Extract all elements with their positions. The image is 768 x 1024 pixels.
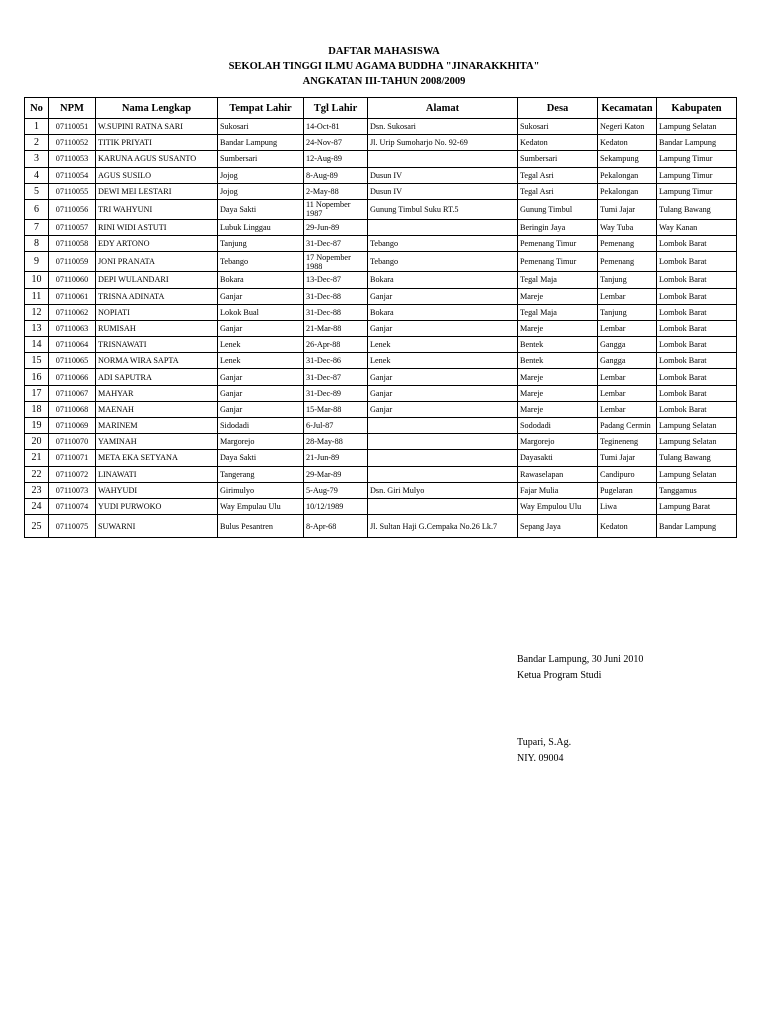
row-no-cell: 23 <box>25 482 49 498</box>
table-row <box>25 466 737 482</box>
nama-lengkap-cell: TRI WAHYUNI <box>96 199 218 219</box>
kecamatan-cell: Lembar <box>598 320 657 336</box>
kecamatan-cell: Pekalongan <box>598 167 657 183</box>
row-no-cell: 16 <box>25 369 49 385</box>
alamat-cell: Jl. Sultan Haji G.Cempaka No.26 Lk.7 <box>368 515 518 538</box>
tempat-lahir-cell: Ganjar <box>218 401 304 417</box>
kecamatan-cell: Pemenang <box>598 252 657 272</box>
kabupaten-cell: Lombok Barat <box>657 337 737 353</box>
table-row <box>25 219 737 235</box>
tempat-lahir-cell: Ganjar <box>218 288 304 304</box>
kecamatan-cell: Tegineneng <box>598 434 657 450</box>
alamat-cell: Ganjar <box>368 401 518 417</box>
nama-lengkap-cell: TRISNAWATI <box>96 337 218 353</box>
alamat-cell: Lenek <box>368 353 518 369</box>
tempat-lahir-cell: Lenek <box>218 353 304 369</box>
tempat-lahir-cell: Daya Sakti <box>218 450 304 466</box>
col-alamat-header: Alamat <box>368 98 518 119</box>
nama-lengkap-cell: NOPIATI <box>96 304 218 320</box>
npm-cell: 07110068 <box>49 401 96 417</box>
kecamatan-cell: Tumi Jajar <box>598 199 657 219</box>
tgl-lahir-cell: 21-Jun-89 <box>304 450 368 466</box>
alamat-cell <box>368 466 518 482</box>
table-row <box>25 353 737 369</box>
tgl-lahir-cell: 10/12/1989 <box>304 498 368 514</box>
tgl-lahir-cell: 8-Apr-68 <box>304 515 368 538</box>
kecamatan-cell: Padang Cermin <box>598 418 657 434</box>
table-row <box>25 167 737 183</box>
kabupaten-cell: Lombok Barat <box>657 288 737 304</box>
npm-cell: 07110070 <box>49 434 96 450</box>
desa-cell: Margorejo <box>518 434 598 450</box>
tempat-lahir-cell: Ganjar <box>218 369 304 385</box>
row-no-cell: 21 <box>25 450 49 466</box>
tempat-lahir-cell: Daya Sakti <box>218 199 304 219</box>
signature-name-block <box>517 735 571 767</box>
npm-cell: 07110059 <box>49 252 96 272</box>
npm-cell: 07110054 <box>49 167 96 183</box>
kecamatan-cell: Candipuro <box>598 466 657 482</box>
table-row <box>25 401 737 417</box>
desa-cell: Mareje <box>518 320 598 336</box>
institution-name: SEKOLAH TINGGI ILMU AGAMA BUDDHA "JINARAKKHITA" <box>228 61 540 72</box>
kabupaten-cell: Lombok Barat <box>657 353 737 369</box>
tempat-lahir-cell: Lubuk Linggau <box>218 219 304 235</box>
row-no-cell: 18 <box>25 401 49 417</box>
nama-lengkap-cell: W.SUPINI RATNA SARI <box>96 119 218 135</box>
row-no-cell: 4 <box>25 167 49 183</box>
kecamatan-cell: Tanjung <box>598 272 657 288</box>
row-no-cell: 8 <box>25 236 49 252</box>
tgl-lahir-cell: 31-Dec-88 <box>304 304 368 320</box>
kecamatan-cell: Pugelaran <box>598 482 657 498</box>
table-row <box>25 498 737 514</box>
tgl-lahir-cell: 31-Dec-87 <box>304 369 368 385</box>
desa-cell: Gunung Timbul <box>518 199 598 219</box>
kabupaten-cell: Lampung Selatan <box>657 434 737 450</box>
table-row <box>25 418 737 434</box>
desa-cell: Way Empulou Ulu <box>518 498 598 514</box>
signature-role: Ketua Program Studi <box>517 670 602 681</box>
kabupaten-cell: Lampung Selatan <box>657 466 737 482</box>
table-row <box>25 385 737 401</box>
table-row <box>25 252 737 272</box>
npm-cell: 07110061 <box>49 288 96 304</box>
kecamatan-cell: Lembar <box>598 288 657 304</box>
table-body <box>25 119 737 538</box>
row-no-cell: 9 <box>25 252 49 272</box>
kecamatan-cell: Way Tuba <box>598 219 657 235</box>
document-header <box>0 44 768 89</box>
row-no-cell: 12 <box>25 304 49 320</box>
desa-cell: Mareje <box>518 401 598 417</box>
kecamatan-cell: Tanjung <box>598 304 657 320</box>
signature-block <box>517 652 643 684</box>
col-tgl-lahir-header: Tgl Lahir <box>304 98 368 119</box>
desa-cell: Mareje <box>518 288 598 304</box>
tgl-lahir-cell: 28-May-88 <box>304 434 368 450</box>
row-no-cell: 25 <box>25 515 49 538</box>
row-no-cell: 11 <box>25 288 49 304</box>
alamat-cell: Gunung Timbul Suku RT.5 <box>368 199 518 219</box>
row-no-cell: 2 <box>25 135 49 151</box>
alamat-cell <box>368 498 518 514</box>
alamat-cell: Dusun IV <box>368 183 518 199</box>
desa-cell: Sukosari <box>518 119 598 135</box>
tgl-lahir-cell: 29-Jun-89 <box>304 219 368 235</box>
tempat-lahir-cell: Bulus Pesantren <box>218 515 304 538</box>
tempat-lahir-cell: Sumbersari <box>218 151 304 167</box>
kabupaten-cell: Way Kanan <box>657 219 737 235</box>
nama-lengkap-cell: DEWI MEI LESTARI <box>96 183 218 199</box>
nama-lengkap-cell: SUWARNI <box>96 515 218 538</box>
kabupaten-cell: Lampung Selatan <box>657 119 737 135</box>
tgl-lahir-cell: 31-Dec-86 <box>304 353 368 369</box>
tempat-lahir-cell: Margorejo <box>218 434 304 450</box>
nama-lengkap-cell: DEPI WULANDARI <box>96 272 218 288</box>
kabupaten-cell: Bandar Lampung <box>657 515 737 538</box>
tempat-lahir-cell: Sidodadi <box>218 418 304 434</box>
student-table <box>24 97 737 538</box>
tgl-lahir-cell: 11 Nopember 1987 <box>304 199 368 219</box>
alamat-cell: Dsn. Sukosari <box>368 119 518 135</box>
nama-lengkap-cell: RUMISAH <box>96 320 218 336</box>
kabupaten-cell: Lombok Barat <box>657 369 737 385</box>
row-no-cell: 1 <box>25 119 49 135</box>
alamat-cell: Jl. Urip Sumoharjo No. 92-69 <box>368 135 518 151</box>
npm-cell: 07110062 <box>49 304 96 320</box>
tempat-lahir-cell: Bandar Lampung <box>218 135 304 151</box>
kabupaten-cell: Lombok Barat <box>657 320 737 336</box>
table-row <box>25 369 737 385</box>
row-no-cell: 24 <box>25 498 49 514</box>
row-no-cell: 10 <box>25 272 49 288</box>
npm-cell: 07110074 <box>49 498 96 514</box>
tempat-lahir-cell: Ganjar <box>218 320 304 336</box>
col-nama-lengkap-header: Nama Lengkap <box>96 98 218 119</box>
tgl-lahir-cell: 31-Dec-88 <box>304 288 368 304</box>
desa-cell: Sumbersari <box>518 151 598 167</box>
alamat-cell: Ganjar <box>368 385 518 401</box>
nama-lengkap-cell: ADI SAPUTRA <box>96 369 218 385</box>
table-row <box>25 199 737 219</box>
alamat-cell <box>368 151 518 167</box>
nama-lengkap-cell: RINI WIDI ASTUTI <box>96 219 218 235</box>
kabupaten-cell: Lombok Barat <box>657 272 737 288</box>
npm-cell: 07110072 <box>49 466 96 482</box>
table-row <box>25 236 737 252</box>
nama-lengkap-cell: JONI PRANATA <box>96 252 218 272</box>
npm-cell: 07110053 <box>49 151 96 167</box>
cohort-subtitle: ANGKATAN III-TAHUN 2008/2009 <box>302 76 466 87</box>
table-row <box>25 288 737 304</box>
table-row <box>25 272 737 288</box>
tempat-lahir-cell: Tanjung <box>218 236 304 252</box>
table-row <box>25 337 737 353</box>
table-header-row <box>25 98 737 119</box>
npm-cell: 07110055 <box>49 183 96 199</box>
tempat-lahir-cell: Tebango <box>218 252 304 272</box>
kabupaten-cell: Lombok Barat <box>657 401 737 417</box>
desa-cell: Tegal Maja <box>518 304 598 320</box>
npm-cell: 07110073 <box>49 482 96 498</box>
col-tempat-lahir-header: Tempat Lahir <box>218 98 304 119</box>
table-row <box>25 434 737 450</box>
kecamatan-cell: Gangga <box>598 353 657 369</box>
npm-cell: 07110060 <box>49 272 96 288</box>
row-no-cell: 7 <box>25 219 49 235</box>
signature-place-date: Bandar Lampung, 30 Juni 2010 <box>517 654 644 665</box>
npm-cell: 07110065 <box>49 353 96 369</box>
kabupaten-cell: Lombok Barat <box>657 304 737 320</box>
kabupaten-cell: Lampung Timur <box>657 167 737 183</box>
alamat-cell: Ganjar <box>368 288 518 304</box>
row-no-cell: 13 <box>25 320 49 336</box>
npm-cell: 07110075 <box>49 515 96 538</box>
desa-cell: Beringin Jaya <box>518 219 598 235</box>
alamat-cell <box>368 434 518 450</box>
row-no-cell: 20 <box>25 434 49 450</box>
col-desa-header: Desa <box>518 98 598 119</box>
kabupaten-cell: Tulang Bawang <box>657 199 737 219</box>
row-no-cell: 14 <box>25 337 49 353</box>
col-npm-header: NPM <box>49 98 96 119</box>
kecamatan-cell: Pekalongan <box>598 183 657 199</box>
nama-lengkap-cell: TRISNA ADINATA <box>96 288 218 304</box>
table-row <box>25 119 737 135</box>
nama-lengkap-cell: TITIK PRIYATI <box>96 135 218 151</box>
desa-cell: Tegal Asri <box>518 183 598 199</box>
signatory-name: Tupari, S.Ag. <box>517 737 572 748</box>
desa-cell: Fajar Mulia <box>518 482 598 498</box>
npm-cell: 07110071 <box>49 450 96 466</box>
tgl-lahir-cell: 31-Dec-87 <box>304 236 368 252</box>
nama-lengkap-cell: LINAWATI <box>96 466 218 482</box>
kabupaten-cell: Lampung Barat <box>657 498 737 514</box>
kecamatan-cell: Tumi Jajar <box>598 450 657 466</box>
npm-cell: 07110067 <box>49 385 96 401</box>
tempat-lahir-cell: Ganjar <box>218 385 304 401</box>
tgl-lahir-cell: 17 Nopember 1988 <box>304 252 368 272</box>
desa-cell: Tegal Asri <box>518 167 598 183</box>
tgl-lahir-cell: 8-Aug-89 <box>304 167 368 183</box>
kecamatan-cell: Lembar <box>598 385 657 401</box>
tgl-lahir-cell: 14-Oct-81 <box>304 119 368 135</box>
tgl-lahir-cell: 6-Jul-87 <box>304 418 368 434</box>
nama-lengkap-cell: KARUNA AGUS SUSANTO <box>96 151 218 167</box>
tgl-lahir-cell: 24-Nov-87 <box>304 135 368 151</box>
tempat-lahir-cell: Girimulyo <box>218 482 304 498</box>
npm-cell: 07110052 <box>49 135 96 151</box>
npm-cell: 07110058 <box>49 236 96 252</box>
kabupaten-cell: Lombok Barat <box>657 236 737 252</box>
kecamatan-cell: Sekampung <box>598 151 657 167</box>
alamat-cell: Lenek <box>368 337 518 353</box>
nama-lengkap-cell: EDY ARTONO <box>96 236 218 252</box>
nama-lengkap-cell: NORMA WIRA SAPTA <box>96 353 218 369</box>
kabupaten-cell: Lombok Barat <box>657 385 737 401</box>
table-row <box>25 151 737 167</box>
alamat-cell: Tebango <box>368 236 518 252</box>
tgl-lahir-cell: 5-Aug-79 <box>304 482 368 498</box>
signatory-niy: NIY. 09004 <box>517 753 564 764</box>
alamat-cell: Bokara <box>368 304 518 320</box>
kabupaten-cell: Bandar Lampung <box>657 135 737 151</box>
alamat-cell: Bokara <box>368 272 518 288</box>
nama-lengkap-cell: MAENAH <box>96 401 218 417</box>
tempat-lahir-cell: Bokara <box>218 272 304 288</box>
col-no-header: No <box>25 98 49 119</box>
col-kecamatan-header: Kecamatan <box>598 98 657 119</box>
npm-cell: 07110056 <box>49 199 96 219</box>
desa-cell: Mareje <box>518 385 598 401</box>
tgl-lahir-cell: 29-Mar-89 <box>304 466 368 482</box>
tempat-lahir-cell: Lokok Bual <box>218 304 304 320</box>
table-row <box>25 450 737 466</box>
desa-cell: Sododadi <box>518 418 598 434</box>
row-no-cell: 6 <box>25 199 49 219</box>
npm-cell: 07110069 <box>49 418 96 434</box>
alamat-cell: Dusun IV <box>368 167 518 183</box>
nama-lengkap-cell: MAHYAR <box>96 385 218 401</box>
alamat-cell: Dsn. Giri Mulyo <box>368 482 518 498</box>
kabupaten-cell: Lombok Barat <box>657 252 737 272</box>
row-no-cell: 17 <box>25 385 49 401</box>
nama-lengkap-cell: YAMINAH <box>96 434 218 450</box>
tempat-lahir-cell: Tangerang <box>218 466 304 482</box>
kecamatan-cell: Liwa <box>598 498 657 514</box>
tempat-lahir-cell: Jojog <box>218 183 304 199</box>
kecamatan-cell: Lembar <box>598 369 657 385</box>
row-no-cell: 3 <box>25 151 49 167</box>
alamat-cell <box>368 219 518 235</box>
desa-cell: Rawaselapan <box>518 466 598 482</box>
document-title: DAFTAR MAHASISWA <box>328 46 440 57</box>
kabupaten-cell: Lampung Selatan <box>657 418 737 434</box>
tgl-lahir-cell: 2-May-88 <box>304 183 368 199</box>
npm-cell: 07110063 <box>49 320 96 336</box>
kabupaten-cell: Tanggamus <box>657 482 737 498</box>
nama-lengkap-cell: YUDI PURWOKO <box>96 498 218 514</box>
alamat-cell: Tebango <box>368 252 518 272</box>
nama-lengkap-cell: AGUS SUSILO <box>96 167 218 183</box>
alamat-cell: Ganjar <box>368 369 518 385</box>
tgl-lahir-cell: 21-Mar-88 <box>304 320 368 336</box>
desa-cell: Bentek <box>518 337 598 353</box>
alamat-cell: Ganjar <box>368 320 518 336</box>
kecamatan-cell: Gangga <box>598 337 657 353</box>
row-no-cell: 22 <box>25 466 49 482</box>
desa-cell: Kedaton <box>518 135 598 151</box>
kabupaten-cell: Lampung Timur <box>657 151 737 167</box>
tempat-lahir-cell: Way Empulau Ulu <box>218 498 304 514</box>
tgl-lahir-cell: 12-Aug-89 <box>304 151 368 167</box>
alamat-cell <box>368 418 518 434</box>
desa-cell: Mareje <box>518 369 598 385</box>
desa-cell: Sepang Jaya <box>518 515 598 538</box>
npm-cell: 07110057 <box>49 219 96 235</box>
row-no-cell: 15 <box>25 353 49 369</box>
kabupaten-cell: Tulang Bawang <box>657 450 737 466</box>
tempat-lahir-cell: Jojog <box>218 167 304 183</box>
nama-lengkap-cell: MARINEM <box>96 418 218 434</box>
row-no-cell: 19 <box>25 418 49 434</box>
nama-lengkap-cell: META EKA SETYANA <box>96 450 218 466</box>
table-row <box>25 183 737 199</box>
alamat-cell <box>368 450 518 466</box>
npm-cell: 07110066 <box>49 369 96 385</box>
kabupaten-cell: Lampung Timur <box>657 183 737 199</box>
table-row <box>25 135 737 151</box>
kecamatan-cell: Kedaton <box>598 135 657 151</box>
table-row <box>25 515 737 538</box>
table-row <box>25 320 737 336</box>
tgl-lahir-cell: 15-Mar-88 <box>304 401 368 417</box>
desa-cell: Pemenang Timur <box>518 236 598 252</box>
tgl-lahir-cell: 31-Dec-89 <box>304 385 368 401</box>
col-kabupaten-header: Kabupaten <box>657 98 737 119</box>
tempat-lahir-cell: Sukosari <box>218 119 304 135</box>
kecamatan-cell: Negeri Katon <box>598 119 657 135</box>
kecamatan-cell: Pemenang <box>598 236 657 252</box>
kecamatan-cell: Kedaton <box>598 515 657 538</box>
desa-cell: Pemenang Timur <box>518 252 598 272</box>
table-row <box>25 482 737 498</box>
desa-cell: Bentek <box>518 353 598 369</box>
npm-cell: 07110051 <box>49 119 96 135</box>
desa-cell: Dayasakti <box>518 450 598 466</box>
kecamatan-cell: Lembar <box>598 401 657 417</box>
tempat-lahir-cell: Lenek <box>218 337 304 353</box>
desa-cell: Tegal Maja <box>518 272 598 288</box>
table-row <box>25 304 737 320</box>
nama-lengkap-cell: WAHYUDI <box>96 482 218 498</box>
row-no-cell: 5 <box>25 183 49 199</box>
tgl-lahir-cell: 13-Dec-87 <box>304 272 368 288</box>
npm-cell: 07110064 <box>49 337 96 353</box>
tgl-lahir-cell: 26-Apr-88 <box>304 337 368 353</box>
